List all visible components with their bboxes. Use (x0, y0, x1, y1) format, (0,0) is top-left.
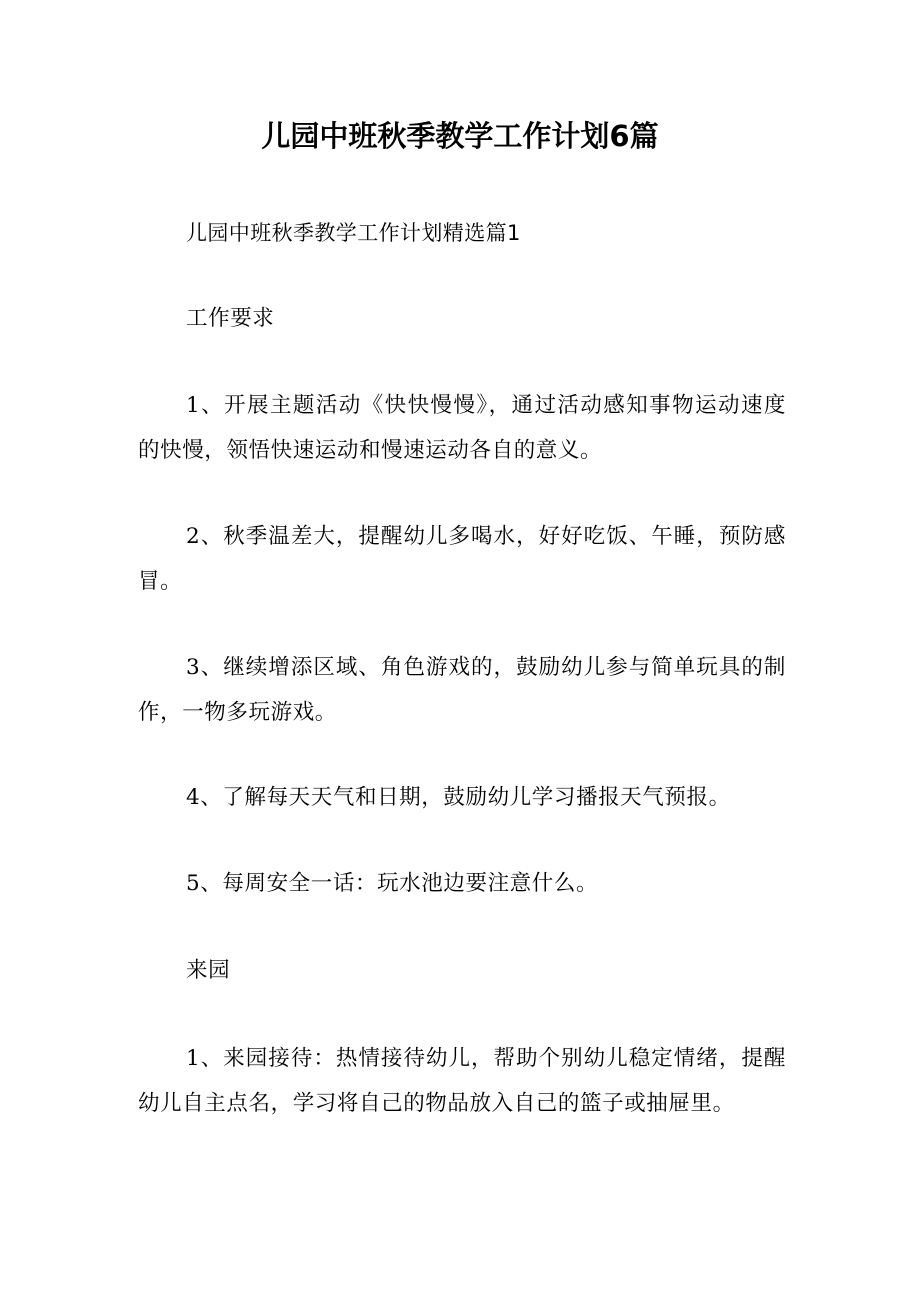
paragraph-item-4: 4、了解每天天气和日期，鼓励幼儿学习播报天气预报。 (186, 785, 731, 810)
paragraph-item-3: 3、继续增添区域、角色游戏的，鼓励幼儿参与简单玩具的制作，一物多玩游戏。 (138, 655, 786, 725)
section-heading: 儿园中班秋季教学工作计划精选篇1 (186, 221, 521, 245)
document-title: 儿园中班秋季教学工作计划6篇 (261, 119, 659, 153)
subheading-arrival: 来园 (186, 958, 231, 983)
subheading-work-requirements: 工作要求 (186, 306, 275, 331)
paragraph-item-2: 2、秋季温差大，提醒幼儿多喝水，好好吃饭、午睡，预防感冒。 (138, 524, 786, 594)
paragraph-item-1: 1、开展主题活动《快快慢慢》，通过活动感知事物运动速度的快慢，领悟快速运动和慢速运动各自的意义。 (138, 393, 786, 463)
paragraph-arrival-1: 1、来园接待：热情接待幼儿，帮助个别幼儿稳定情绪，提醒幼儿自主点名，学习将自己的物品放入自己的篮子或抽屉里。 (138, 1046, 786, 1116)
paragraph-item-5: 5、每周安全一话：玩水池边要注意什么。 (186, 871, 599, 896)
